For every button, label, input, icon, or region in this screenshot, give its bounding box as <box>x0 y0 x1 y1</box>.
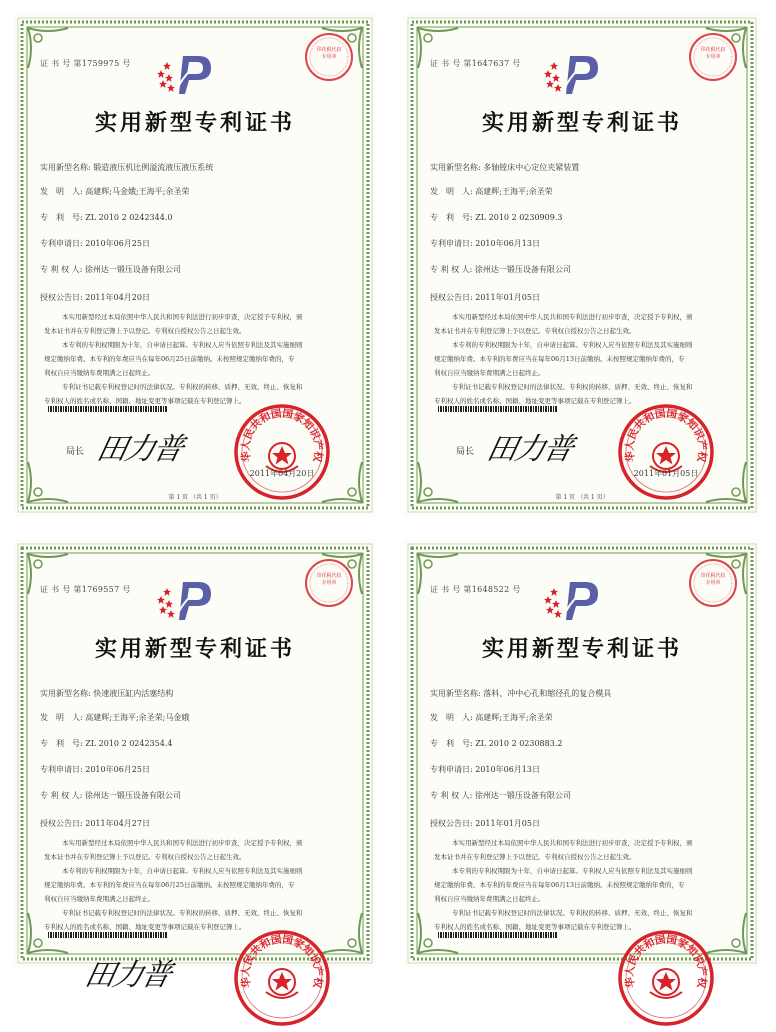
certificate-title: 实用新型专利证书 <box>481 110 682 136</box>
patent-number-label: 专 利 号: <box>430 739 473 748</box>
tax-stamp-text: 印花税代扣专用章 <box>700 573 726 586</box>
utility-model-name-label: 实用新型名称: <box>40 163 91 172</box>
seal-date: 2011年01月05日 <box>633 469 699 478</box>
certificate-body <box>44 836 346 934</box>
inventor-row <box>40 186 189 197</box>
certificate-2 <box>404 14 760 516</box>
tax-stamp-text: 印花税代扣专用章 <box>700 47 726 60</box>
body-line: 本专利的专利权期限为十年，自申请日起算。专利权人应当依照专利法及其实施细则 <box>62 341 303 349</box>
sipo-logo-icon <box>155 578 215 622</box>
seal-date: 2011年04月20日 <box>249 469 315 478</box>
patent-number-row <box>430 738 562 749</box>
patent-owner-label: 专 利 权 人: <box>430 265 473 274</box>
body-line: 本专利的专利权期限为十年，自申请日起算。专利权人应当依照专利法及其实施细则 <box>452 867 693 875</box>
body-line: 专利证书记载专利权登记时的法律状况。专利权的转移、质押、无效、终止、恢复和 <box>62 909 303 917</box>
grant-date-label: 授权公告日: <box>430 819 473 828</box>
certificate-body <box>434 310 730 408</box>
official-seal-icon <box>616 402 716 502</box>
application-date-label: 专利申请日: <box>430 239 473 248</box>
director-signature: 田力普 <box>81 958 173 993</box>
application-date-value: 2010年06月13日 <box>475 239 540 248</box>
body-line: 发本证书并在专利登记簿上予以登记。专利权自授权公告之日起生效。 <box>434 327 636 335</box>
tax-stamp <box>304 32 354 82</box>
tax-stamp <box>688 32 738 82</box>
body-line: 利权自应当缴纳年费期满之日起终止。 <box>434 895 545 903</box>
body-line: 专利权人的姓名或名称、国籍、地址变更等事项记载在专利登记簿上。 <box>434 397 636 405</box>
grant-date-value: 2011年01月05日 <box>475 819 540 828</box>
patent-owner-row <box>40 790 181 801</box>
body-line: 发本证书并在专利登记簿上予以登记。专利权自授权公告之日起生效。 <box>44 853 246 861</box>
inventor-value: 高建辉;马金娥;王海平;余圣荣 <box>85 187 190 196</box>
body-line: 利权自应当缴纳年费期满之日起终止。 <box>434 369 545 377</box>
application-date-value: 2010年06月25日 <box>85 765 150 774</box>
grant-date-value: 2011年04月27日 <box>85 819 150 828</box>
application-date-label: 专利申请日: <box>40 239 83 248</box>
body-line: 专利权人的姓名或名称、国籍、地址变更等事项记载在专利登记簿上。 <box>434 923 636 931</box>
inventor-value: 高建辉;王海平;余圣荣;马金娥 <box>85 713 190 722</box>
certificate-number: 证 书 号 第1648522 号 <box>430 585 521 594</box>
body-line: 专利权人的姓名或名称、国籍、地址变更等事项记载在专利登记簿上。 <box>44 923 246 931</box>
page-footer: 第 1 页 （共 1 页） <box>168 494 222 501</box>
patent-number-label: 专 利 号: <box>40 213 83 222</box>
patent-number-value: ZL 2010 2 0242354.4 <box>85 739 173 748</box>
utility-model-name-row <box>430 162 579 173</box>
barcode <box>438 932 558 938</box>
utility-model-name-label: 实用新型名称: <box>430 163 481 172</box>
patent-number-value: ZL 2010 2 0230909.3 <box>475 213 563 222</box>
inventor-label: 发 明 人: <box>40 187 83 196</box>
patent-owner-row <box>430 264 571 275</box>
official-seal-icon <box>232 928 332 1028</box>
tax-stamp <box>304 558 354 608</box>
svg-text:中华人民共和国国家知识产权局: 华人民共和国国家知识产权 <box>239 933 325 989</box>
grant-date-row <box>40 292 150 303</box>
svg-text:中华人民共和国国家知识产权局: 华人民共和国国家知识产权 <box>239 407 325 463</box>
grant-date-row <box>40 818 150 829</box>
patent-owner-row <box>40 264 181 275</box>
certificate-1 <box>14 14 376 516</box>
patent-number-label: 专 利 号: <box>430 213 473 222</box>
application-date-value: 2010年06月13日 <box>475 765 540 774</box>
certificate-title: 实用新型专利证书 <box>94 636 295 662</box>
patent-number-label: 专 利 号: <box>40 739 83 748</box>
certificate-number: 证 书 号 第1647637 号 <box>430 59 521 68</box>
grant-date-label: 授权公告日: <box>40 293 83 302</box>
body-line: 规定缴纳年费。本专利的年费应当在每年06月25日前缴纳。未按照规定缴纳年费的，专 <box>44 355 295 363</box>
certificate-4 <box>404 540 760 989</box>
certificate-body <box>44 310 346 408</box>
certificate-title: 实用新型专利证书 <box>94 110 295 136</box>
body-line: 发本证书并在专利登记簿上予以登记。专利权自授权公告之日起生效。 <box>44 327 246 335</box>
tax-stamp-text: 印花税代扣专用章 <box>316 573 342 586</box>
body-line: 本实用新型经过本局依照中华人民共和国专利法进行初步审查，决定授予专利权，颁 <box>62 313 303 321</box>
body-line: 规定缴纳年费。本专利的年费应当在每年06月25日前缴纳。未按照规定缴纳年费的，专 <box>44 881 295 889</box>
body-line: 发本证书并在专利登记簿上予以登记。专利权自授权公告之日起生效。 <box>434 853 636 861</box>
grant-date-value: 2011年01月05日 <box>475 293 540 302</box>
application-date-row <box>430 764 540 775</box>
body-line: 本实用新型经过本局依照中华人民共和国专利法进行初步审查，决定授予专利权，颁 <box>62 839 303 847</box>
application-date-row <box>40 764 150 775</box>
patent-number-row <box>40 738 172 749</box>
utility-model-name-value: 多轴镗床中心定位夹紧装置 <box>483 163 580 172</box>
certificate-title: 实用新型专利证书 <box>481 636 682 662</box>
patent-owner-label: 专 利 权 人: <box>40 791 83 800</box>
page-footer: 第 1 页 （共 1 页） <box>555 494 609 501</box>
patent-owner-value: 徐州达一锻压设备有限公司 <box>84 265 181 274</box>
svg-text:中华人民共和国国家知识产权局: 华人民共和国国家知识产权 <box>623 933 709 989</box>
application-date-row <box>40 238 150 249</box>
barcode <box>48 932 168 938</box>
body-line: 本实用新型经过本局依照中华人民共和国专利法进行初步审查，决定授予专利权，颁 <box>452 839 693 847</box>
certificate-number: 证 书 号 第1769557 号 <box>40 585 131 594</box>
body-line: 专利证书记载专利权登记时的法律状况。专利权的转移、质押、无效、终止、恢复和 <box>452 909 693 917</box>
body-line: 专利证书记载专利权登记时的法律状况。专利权的转移、质押、无效、终止、恢复和 <box>62 383 303 391</box>
patent-owner-label: 专 利 权 人: <box>430 791 473 800</box>
patent-owner-value: 徐州达一锻压设备有限公司 <box>474 265 571 274</box>
grant-date-value: 2011年04月20日 <box>85 293 150 302</box>
grant-date-row <box>430 818 540 829</box>
utility-model-name-row <box>40 162 213 173</box>
sipo-logo-icon <box>542 578 602 622</box>
inventor-value: 高建辉;王海平;余圣荣 <box>475 187 553 196</box>
application-date-value: 2010年06月25日 <box>85 239 150 248</box>
body-line: 规定缴纳年费。本专利的年费应当在每年06月13日前缴纳。未按照规定缴纳年费的，专 <box>434 881 685 889</box>
body-line: 本专利的专利权期限为十年，自申请日起算。专利权人应当依照专利法及其实施细则 <box>452 341 693 349</box>
grant-date-label: 授权公告日: <box>40 819 83 828</box>
inventor-row <box>430 712 553 723</box>
inventor-label: 发 明 人: <box>40 713 83 722</box>
official-seal <box>232 402 332 502</box>
utility-model-name-label: 实用新型名称: <box>430 689 481 698</box>
inventor-value: 高建辉;王海平;余圣荣 <box>475 713 553 722</box>
body-line: 本专利的专利权期限为十年，自申请日起算。专利权人应当依照专利法及其实施细则 <box>62 867 303 875</box>
body-line: 规定缴纳年费。本专利的年费应当在每年06月13日前缴纳。未按照规定缴纳年费的，专 <box>434 355 685 363</box>
body-line: 本实用新型经过本局依照中华人民共和国专利法进行初步审查，决定授予专利权，颁 <box>452 313 693 321</box>
director-label: 局长 <box>456 447 475 457</box>
body-line: 利权自应当缴纳年费期满之日起终止。 <box>44 895 155 903</box>
barcode <box>48 406 168 412</box>
official-seal <box>232 928 332 1028</box>
official-seal-icon <box>616 928 716 1028</box>
inventor-label: 发 明 人: <box>430 713 473 722</box>
patent-number-row <box>430 212 562 223</box>
patent-number-row <box>40 212 172 223</box>
patent-owner-value: 徐州达一锻压设备有限公司 <box>84 791 181 800</box>
patent-owner-row <box>430 790 571 801</box>
utility-model-name-label: 实用新型名称: <box>40 689 91 698</box>
utility-model-name-row <box>430 688 611 699</box>
inventor-label: 发 明 人: <box>430 187 473 196</box>
director-signature: 田力普 <box>93 432 185 467</box>
utility-model-name-row <box>40 688 173 699</box>
utility-model-name-value: 落料、冲中心孔和缩径孔的复合模具 <box>483 689 612 698</box>
official-seal-icon <box>232 402 332 502</box>
sipo-logo-icon <box>542 52 602 96</box>
svg-text:中华人民共和国国家知识产权局: 华人民共和国国家知识产权 <box>623 407 709 463</box>
sipo-logo-icon <box>155 52 215 96</box>
grant-date-label: 授权公告日: <box>430 293 473 302</box>
tax-stamp <box>688 558 738 608</box>
application-date-label: 专利申请日: <box>430 765 473 774</box>
body-line: 专利证书记载专利权登记时的法律状况。专利权的转移、质押、无效、终止、恢复和 <box>452 383 693 391</box>
patent-owner-value: 徐州达一锻压设备有限公司 <box>474 791 571 800</box>
patent-owner-label: 专 利 权 人: <box>40 265 83 274</box>
utility-model-name-value: 快速液压缸内活塞结构 <box>93 689 174 698</box>
patent-number-value: ZL 2010 2 0242344.0 <box>85 213 173 222</box>
application-date-label: 专利申请日: <box>40 765 83 774</box>
official-seal <box>616 928 716 1028</box>
inventor-row <box>430 186 553 197</box>
official-seal <box>616 402 716 502</box>
utility-model-name-value: 锻造液压机比例溢流液压液压系统 <box>93 163 214 172</box>
director-label: 局长 <box>66 447 85 457</box>
certificate-3 <box>14 540 376 993</box>
body-line: 利权自应当缴纳年费期满之日起终止。 <box>44 369 155 377</box>
certificate-number: 证 书 号 第1759975 号 <box>40 59 131 68</box>
body-line: 专利权人的姓名或名称、国籍、地址变更等事项记载在专利登记簿上。 <box>44 397 246 405</box>
inventor-row <box>40 712 189 723</box>
application-date-row <box>430 238 540 249</box>
barcode <box>438 406 558 412</box>
patent-number-value: ZL 2010 2 0230883.2 <box>475 739 563 748</box>
tax-stamp-text: 印花税代扣专用章 <box>316 47 342 60</box>
grant-date-row <box>430 292 540 303</box>
certificate-body <box>434 836 730 934</box>
director-signature: 田力普 <box>483 432 575 467</box>
